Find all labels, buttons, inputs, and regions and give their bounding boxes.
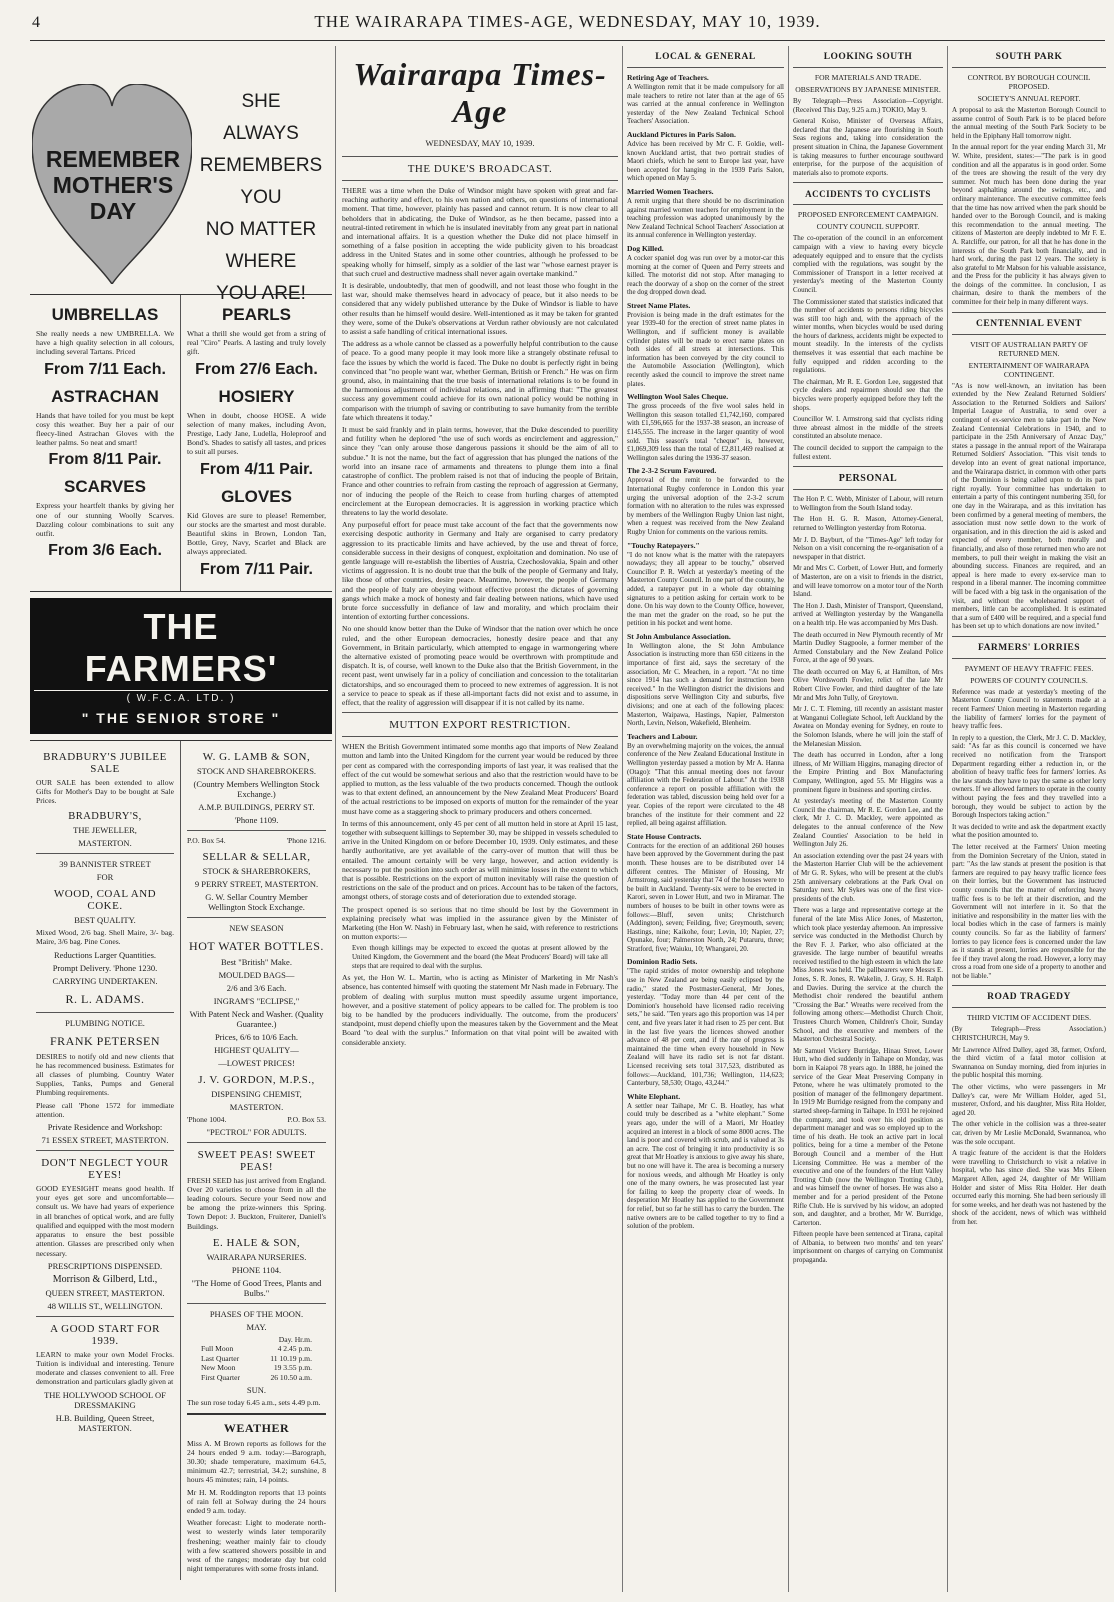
leader2-para: As yet, the Hon W. L. Martin, who is acting as Minister of Marketing in Mr Nash's absence, has contented himself with quoting the statement Mr Nash made in February. The problem of dealing with surplus mutton must speedily assume urgent importance, however, and a positive statement of policy appears to be called for. The problem is too big to be handled by the producers individually. The outcome, from the producers' standpoint, must depend chiefly upon the measures taken by the Government and the Meat Board "to deal with the surplus." Information on that vital point will be awaited with considerable anxiety. — [342, 973, 618, 1047]
moon-row — [187, 1363, 326, 1373]
wood-title: WOOD, COAL AND COKE. — [53, 888, 157, 913]
eyes-name: Morrison & Gilberd, Ltd., — [52, 1273, 158, 1285]
ad-line: WHERE — [225, 251, 297, 272]
local-general-column — [627, 46, 784, 1592]
lamb-phone: 'Phone 1109. — [234, 814, 279, 825]
plumbing-name: FRANK PETERSEN — [49, 1033, 160, 1048]
newspaper-title: Wairarapa Times-Age — [353, 56, 607, 129]
plumbing-notice: PLUMBING NOTICE. — [65, 1017, 145, 1028]
lamb-line1: STOCK AND SHAREBROKERS. — [196, 765, 317, 776]
weather-p2: Mr H. M. Roddington reports that 13 points of rain fell at Solway during the 24 hours ended 9 a.m. today. — [187, 1487, 326, 1515]
bradburys-line1: THE JEWELLER, — [73, 825, 137, 836]
peas-text: FRESH SEED has just arrived from England. Over 20 varieties to choose from in all the leading colours. Secure your Seed now and be among the prize-winners this Spring. Town Depot: J. Buckton, Fruiterer, Daniell's Buildings. — [187, 1175, 326, 1231]
ad-line: ALWAYS — [223, 123, 299, 144]
local-item — [627, 187, 784, 240]
astrachan-title: ASTRACHAN — [51, 386, 159, 406]
wood-items: Mixed Wood, 2/6 bag. Shell Maire, 3/- bag. Maire, 3/6 bag. Pine Cones. — [36, 928, 174, 947]
local-item-title: Dominion Radio Sets. — [627, 957, 698, 967]
cyclists-sub1: PROPOSED ENFORCEMENT CAMPAIGN. — [797, 210, 939, 220]
leader1-head: THE DUKE'S BROADCAST. — [407, 163, 553, 175]
wood-name: R. L. ADAMS. — [65, 991, 145, 1006]
local-item-text: "I do not know what is the matter with the ratepayers nowadays; they all appear to be touchy," observed Councillor P. R. Welch at yesterday's meeting of the Masterton County Council. In one part of the county, he added, a ratepayer put in a whole day obtaining signatures to a petition asking for certain work to be done. On his way down to the County Office, however, the man met the grader on the road, so he put the petition in his pocket and went home. — [627, 550, 784, 628]
gordon-line1: DISPENSING CHEMIST, — [211, 1088, 302, 1099]
local-item-title: Teachers and Labour. — [627, 731, 698, 741]
personal-para: There was a large and representative cortege at the funeral of the late Miss Alice Jones, of Masterton, which took place yesterday afternoon. An impressive service was conducted in the Methodist Church by the Rev F. J. Parker, who also officiated at the graveside. The large number of beautiful wreaths received testified to the high esteem in which the late Miss Jones was held. The pallbearers were Messrs E. Jones, S. R. Jones, R. Wakelin, J. Gray, S. H. Ralph and Davies. During the service at the church the Methodist choir rendered the beautiful anthem "Crossing the Bar." Wreaths were received from the following among others:—Methodist Church Choir, Trustees Church Women, Children's Choir, Sunday School, and the executive and members of the Masterton Orchestral Society. — [793, 906, 943, 1044]
sellar-line1: STOCK & SHAREBROKERS, — [202, 865, 311, 876]
leader1-para: No one should know better than the Duke of Windsor that the nation over which he once ruled, and the other European democracies, honestly desire peace and that any Government, in Britain particularly, which attempted to engage in warmongering where the alternative existed of promoting peace would be overthrown with promptitude and dispatch. It is, of course, well known to the Duke also that the British Government, in the recent past, went unwisely far in a policy of conciliation and concession to the totalitarian dictatorships, and so encouraged them to proceed to new extremes of aggression. It is not a service to peace to speak as if these all-important facts did not exist and to assume, in effect, that the reality of aggression will disappear if it is not called by its name. — [342, 624, 618, 707]
eyes-addr2: 48 WILLIS ST., WELLINGTON. — [47, 1300, 163, 1311]
tragedy-head: ROAD TRAGEDY — [987, 992, 1071, 1003]
personal-para: The Hon H. G. R. Mason, Attorney-General, returned to Wellington yesterday from Rotorua. — [793, 515, 943, 532]
personal-para: An association extending over the past 24 years with the Masterton Harrier Club will be the achievement of Mr G. R. Sykes, who will be present at the club's 25th anniversary celebrations at the Park Oval on Saturday next. Mr Sykes was one of the first vice-presidents of the club. — [793, 851, 943, 903]
umbrellas-title: UMBRELLAS — [51, 305, 159, 324]
umbrellas-price: From 7/11 Each. — [44, 360, 166, 378]
local-item-text: Provision is being made in the draft estimates for the year 1939-40 for the erection of street name plates in Wellington, and if sufficient money is available cylinder plates will be made to erect name plates on both sides of all streets at intersections. This information has been conveyed by the city council to the Automobile Association (Wellington), which recently asked the council to improve the street name plates. — [627, 310, 784, 388]
astrachan-price: From 8/11 Pair. — [48, 451, 162, 469]
moon-month: MAY. — [246, 1321, 267, 1332]
hale-line1: WAIRARAPA NURSERIES. — [206, 1251, 307, 1262]
local-item-title: "Touchy Ratepayers." — [627, 540, 700, 550]
weather-p1: Miss A. M Brown reports as follows for the 24 hours ended 9 a.m. today:—Barograph, 30.30; shade temperature, maximum 64.5, minimum 42.7; terrestrial, 34.2; sunshine, 8 hours 45 minutes; rain, 14 points. — [187, 1438, 326, 1485]
local-item — [627, 541, 784, 628]
gift-ads-right — [181, 295, 332, 591]
weather-p3: Weather forecast: Light to moderate north-west to westerly winds later temporarily freshening; weather mainly fair to cloudy with a few scattered showers possible in and west of the ranges; moderate day but cold night temperatures with some frosts inland. — [187, 1518, 326, 1574]
eyes-title: DON'T NEGLECT YOUR EYES! — [41, 1157, 169, 1182]
local-item — [627, 301, 784, 388]
lorries-head: FARMERS' LORRIES — [977, 642, 1081, 653]
south-head: LOOKING SOUTH — [823, 52, 913, 62]
tragedy-para: A tragic feature of the accident is that the Holders were travelling to Christchurch to visit a relative in hospital, who has since died. She was Mrs Eileen Margaret Allen, aged 24, daughter of Mr William Holder and sister of Miss Rita Holder. Her death occurred early this morning. She had been seriously ill for some weeks, and her death was not hastened by the shock of the accident, news of which was withheld from her. — [952, 1149, 1106, 1226]
lorries-sub1: PAYMENT OF HEAVY TRAFFIC FEES. — [964, 663, 1094, 673]
local-item-text: Advice has been received by Mr C. F. Goldie, well-known Auckland artist, that two portrait studies of Maori chiefs, which he sent to Europe last year, have been accepted for hanging in the 1939 Paris Salon, which opened on May 5. — [627, 139, 784, 183]
bottles-highest: HIGHEST QUALITY— — [214, 1044, 299, 1055]
personal-para: The death occurred on May 6, at Hamilton, of Mrs Olive Wordsworth Fowler, relict of the late Mr Robert Clive Fowler, and third daughter of the late Mr and Mrs John Tully, of Greytown. — [793, 667, 943, 702]
small-ads-left — [30, 741, 181, 1581]
wood-quality: BEST QUALITY. — [74, 915, 136, 926]
editorial-column — [342, 46, 618, 1592]
moon-header-text: Day. Hr.m. — [278, 1334, 312, 1344]
leader1-para: THERE was a time when the Duke of Windsor might have spoken with great and far-reaching authority and effect, to his own nation and others, on questions of international moment. That time, however, plainly has passed and cannot return. It is now clear to all beholders that in abdicating, the Duke of Windsor, as he then became, passed into a neutral-tinted retirement in which he is insulated inevitably from any great part in national and international affairs. It is a question whether the Duke did not place himself in something of a false position in accepting the wide publicity given to his broadcast address in the United States and in some other countries, although he professed to be speaking wholly for himself, simply as a soldier of the last war "whose earnest prayer is that such cruel and destructive madness shall never again overtake mankind." — [342, 186, 618, 278]
weather-title: WEATHER — [223, 1420, 290, 1435]
leader2-head: MUTTON EXPORT RESTRICTION. — [389, 719, 571, 732]
cyclists-para: Councillor W. I. Armstrong said that cyclists riding three abreast almost in the middle of the streets constituted an absolute menace. — [793, 415, 943, 441]
south-park-sub2: SOCIETY'S ANNUAL REPORT. — [977, 94, 1081, 103]
astrachan-text: Hands that have toiled for you must be kept cosy this weather. Buy her a pair of our fleecy-lined Astrachan Gloves with the leather palms. So neat and smart! — [36, 410, 174, 448]
local-item-text: A Wellington remit that it be made compulsory for all male teachers to retire not later than at the age of 65 was carried at the annual conference in Wellington yesterday of the New Zealand Technical School Teachers' Association. — [627, 83, 784, 126]
cyclists-head: ACCIDENTS TO CYCLISTS — [805, 189, 931, 200]
plumbing-text: DESIRES to notify old and new clients that he has recommenced business. Estimates for all classes of plumbing. Country Water Supplies, Tanks, Pumps and General Plumbing requirements. — [36, 1051, 174, 1098]
gloves-title: GLOVES — [221, 486, 292, 506]
moon-phase-name: First Quarter — [201, 1372, 241, 1382]
local-item — [627, 73, 784, 126]
dress-addr: H.B. Building, Queen Street, MASTERTON. — [55, 1412, 155, 1433]
local-item — [627, 466, 784, 536]
south-credit: By Telegraph—Press Association—Copyright. (Received This Day, 9.25 a.m.) TOKIO, May 9. — [793, 97, 943, 114]
farmers-slogan: " THE SENIOR STORE " — [81, 709, 281, 726]
personal-head: PERSONAL — [838, 473, 898, 485]
local-item-text: Approval of the remit to be forwarded to the International Rugby conference in London this year urging the universal adoption of the 2-3-2 scrum formation with no alteration to the rules was expressed by members of the Wellington Rugby Union last night, when a request was received from the New Zealand Rugby Union for comments on the various remits. — [627, 476, 784, 536]
moon-phase-name: Full Moon — [201, 1344, 234, 1354]
ad-line: REMEMBERS — [199, 155, 323, 176]
leader2-para: WHEN the British Government intimated some months ago that imports of New Zealand mutton and lamb into the United Kingdom for the current year would be reduced by three per cent as compared with the corresponding imports of last year, it was realised that the effect of the cut would be somewhat serious and also that the restriction would have to be applied to mutton, as the less valuable of the two products concerned. Though the outlook was to that extent defined, an announcement by the New Zealand Meat Producers' Board of the actual restrictions to be imposed on exports of mutton for the remainder of the year must have come as a staggering shock to primary producers and others concerned. — [342, 742, 618, 816]
local-item-title: Auckland Pictures in Paris Salon. — [627, 129, 736, 139]
page-header: THE WAIRARAPA TIMES-AGE, WEDNESDAY, MAY 10, 1939. — [314, 12, 821, 31]
ad-line: SHE — [241, 91, 281, 112]
leader1-para: It is desirable, undoubtedly, that men of goodwill, and not least those who fought in the last war, should make themselves heard in advocacy of peace, but it also needs to be considered that any widely published utterance by the Duke of Windsor is liable to have other results than he himself would desire. Well-intentioned as it may be taken for granted they were, some of the Duke's observations at Verdun rather obviously are not calculated to assist a safe handling of critical international issues. — [342, 281, 618, 337]
moon-phase-name: New Moon — [201, 1363, 236, 1373]
personal-para: At yesterday's meeting of the Masterton County Council the chairman, Mr R. E. Gordon Lee, and the clerk, Mr J. C. D. Mackley, were appointed as delegates to the annual conference of the New Zealand Counties' Association to be held in Wellington July 26. — [793, 797, 943, 849]
bradburys-line2: MASTERTON. — [78, 838, 132, 849]
south-park-para: In the annual report for the year ending March 31, Mr W. White, president, states:—"The park is in good condition and all the apparatus is in good order. Some of the trees are showing the result of the very dry summer. Not much has been done during the year beyond asphalting around the swings, etc., and ordinary maintenance. The executive committee feels that the time has now arrived when the park should be handed over to the Borough Council, and is making this recommendation to the annual meeting. The citizens of Masterton are deeply indebted to Mr F. E. A. Ratcliffe, our patron, for all that he has done in the interests of the South Park both financially, and in hard work, during the past 12 years. The society is also grateful to Mr Mabson for his valuable assistance, and the Press for the publicity it has always given to the doings of the committee. In conclusion, I as chairman, desire to thank the members of the committee for their help in many different ways. — [952, 143, 1106, 307]
leader1-para: Any purposeful effort for peace must take account of the fact that the governments now exercising despotic authority in Germany and Italy are organised to carry predatory aggression to its practicable limits and have achieved, by the use and threat of force, considerable success in their designs of conquest, exploitation and domination. No use of gentle language will re-establish the liberties of Austria, Czechoslovakia, Spain and other victims of aggression. It is no doubt true that the bulk of the people of Germany and Italy, like those of other countries, desire peace. Meantime, however, the people of Germany and the people of Italy are obeying without effective protest the dictates of governing gangs which make a mock of honesty and fair dealing between nations, which have used brute force successfully in defiance of law and morality, and which proclaim their intention of extorting further concessions. — [342, 520, 618, 622]
lamb-line2: (Country Members Wellington Stock Exchange.) — [193, 778, 320, 799]
scarves-title: SCARVES — [64, 477, 146, 497]
mothers-day-ad — [30, 46, 332, 304]
bradburys-title: BRADBURY'S JUBILEE SALE — [43, 750, 167, 775]
pearls-title: PEARLS — [222, 305, 291, 324]
tragedy-para: The other victims, who were passengers in Mr Dalley's car, were Mr William Holder, aged 51, musterer, Oxford, and his daughter, Miss Rita Holder, aged 20. — [952, 1083, 1106, 1117]
leader1-para: The address as a whole cannot be classed as a powerfully helpful contribution to the cause of peace. To a good many people it may look more like a strangely obstinate refusal to face the issues by which the world is faced. The Duke no doubt is perfectly right in being convinced that "no people want war, whether German, British or French." He was on firm ground, also, in maintaining that the true basis of international relations is to be found in the harmonious adjustment of individual relations, and in affirming that: "The greatest success any government could achieve for its own national policy would be nothing in comparison with the triumph of saving or contributing to save humanity from the terrible fate which threatens it today." — [342, 339, 618, 422]
ad-line: YOU — [240, 187, 282, 208]
bottles-lowest: —LOWEST PRICES! — [218, 1057, 295, 1068]
dress-text: LEARN to make your own Model Frocks. Tuition is individual and interesting. Tenure moderate and classes convenient to all. Free demonstration and particulars gladly given at — [36, 1349, 174, 1387]
local-item — [627, 130, 784, 183]
leader2-para: In terms of this announcement, only 45 per cent of all mutton held in store at April 15 last, together with subsequent killings to September 30, may be shipped in vessels scheduled to arrive in the United Kingdom on or before December 10, 1939. Only estimates, and these hardly authoritative, are yet available of the carry-over of mutton that will thus be entailed. The amount certainly will be very large, however, and action evidently is necessary to put the position into such order as will minimise losses in the extent to which that is possible. Restrictions on the export of mutton inevitably will raise the question of restrictions on the sale of the product and on prices. Account has to be taken of the factors, amongst others, of storage costs and of deterioration due to extended storage. — [342, 818, 618, 902]
wood-delivery: Prompt Delivery. 'Phone 1230. — [52, 962, 158, 973]
plumbing-residence: Private Residence and Workshop: — [47, 1122, 163, 1133]
gordon-line2: MASTERTON. — [229, 1101, 284, 1112]
sun-text: The sun rose today 6.45 a.m., sets 4.49 p.m. — [187, 1398, 321, 1408]
local-item-title: Retiring Age of Teachers. — [627, 73, 709, 82]
lamb-title: W. G. LAMB & SON, — [202, 750, 311, 763]
hale-name: E. HALE & SON, — [212, 1236, 301, 1249]
small-ads — [30, 740, 332, 1581]
pearls-price: From 27/6 Each. — [195, 360, 318, 378]
moon-row — [187, 1354, 326, 1364]
bottles-best: Best "British" Make. — [221, 956, 292, 967]
hosiery-title: HOSIERY — [218, 386, 295, 406]
bottles-season: NEW SEASON — [229, 922, 284, 933]
dress-school: THE HOLLYWOOD SCHOOL OF DRESSMAKING — [44, 1389, 166, 1410]
local-item — [627, 244, 784, 297]
local-item-text: A settler near Taihape, Mr C. B. Hoatley, has what could truly be described as a "white elephant." Some years ago, under the will of a Maori, Mr Hoatley acquired an interest in a block of some 8000 acres. The land is poor and covered with scrub, and is valued at 3s an acre. The cost of bringing it into productivity is so great that Mr Hoatley is anxious to give away his share, but no one will have it. The area is becoming a nursery for noxious weeds, and although Mr Hoatley is only one of the many owners, he was prosecuted last year for failing to keep the property clear of weeds. In desperation Mr Hoatley has applied to the Government for relief, but so far he still has to carry the burden. The native owners are to be called together to try to find a solution of the problem. — [627, 1101, 784, 1231]
editorial-date: WEDNESDAY, MAY 10, 1939. — [425, 138, 535, 148]
local-item — [627, 832, 784, 954]
sellar-title: SELLAR & SELLAR, — [202, 850, 311, 863]
moon-phase-value: 26 10.50 a.m. — [270, 1372, 312, 1382]
ad-line: YOU ARE! — [216, 283, 306, 304]
moon-phase-value: 4 2.45 p.m. — [277, 1344, 312, 1354]
moon-row — [187, 1373, 326, 1383]
tragedy-credit: (By Telegraph—Press Association.) CHRISTCHURCH, May 9. — [952, 1025, 1106, 1043]
bradburys-name: BRADBURY'S, — [68, 811, 142, 823]
cyclists-para: The co-operation of the council in an enforcement campaign with a view to having every bicycle adequately equipped and to ensure that the cyclists complied with the regulations, was sought by the Commissioner of Transport in a letter received at yesterday's meeting of the Masterton County Council. — [793, 234, 943, 294]
sellar-line2: 9 PERRY STREET, MASTERTON. — [194, 878, 319, 889]
moon-title: PHASES OF THE MOON. — [209, 1308, 304, 1319]
cyclists-para: The council decided to support the campaign to the fullest extent. — [793, 444, 943, 461]
south-sub1: FOR MATERIALS AND TRADE. — [814, 73, 922, 82]
eyes-dispensed: PRESCRIPTIONS DISPENSED. — [47, 1260, 163, 1271]
local-item-title: The 2-3-2 Scrum Favoured. — [627, 466, 717, 476]
moon-phase-value: 19 3.55 p.m. — [273, 1363, 312, 1373]
south-park-head: SOUTH PARK — [995, 52, 1063, 62]
leader2-para: The prospect opened is so serious that no time should be lost by the Government in explaining precisely what was implied in the assurance given by the Minister of Marketing (the Hon W. Nash) in February last, when he said, with reference to restrictions on mutton exports:— — [342, 904, 618, 942]
plumbing-addr: 71 ESSEX STREET, MASTERTON. — [41, 1135, 169, 1146]
farmers-sub: ( W.F.C.A. LTD. ) — [126, 692, 236, 704]
centennial-sub2: ENTERTAINMENT OF WAIRARAPA CONTINGENT. — [968, 360, 1090, 379]
lorries-para: The letter received at the Farmers' Union meeting from the Dominion Secretary of the Union, stated in part: "As the law stands at present the position is that farmers are required to pay heavy traffic licence fees on their lorries, but the Government has instructed county councils that the matter of enforcing heavy traffic fees is to be left at their discretion, and the Government will not interfere in it. So that the initiative and responsibility in the matter lies with the local bodies which in the case of farmers is mainly county councils. So far as the liability of farmers' lorries to pay licence fees is concerned under the law as it stands at present, lorries are responsible for the fee if they travel along the road. However, a lorry may cross a road from one side of a property to another and not be liable." — [952, 842, 1106, 980]
cyclists-para: The chairman, Mr R. E. Gordon Lee, suggested that cycle dealers and repairmen should see that the bicycles were properly equipped before they left the shops. — [793, 377, 943, 412]
south-sub2: OBSERVATIONS BY JAPANESE MINISTER. — [795, 85, 941, 94]
centennial-text: "As is now well-known, an invitation has been extended by the New Zealand Returned Soldiers' Association to the Returned Soldiers and Sailors' Imperial League of Australia, to send over a contingent of ex-service men to take part in the New Zealand Centennial Celebrations in 1940, and to participate in the 25th Anniversary of Anzac Day," states a passage in the annual report of the Wairarapa Returned Soldiers' Association. "This visit tends to develop into an event of great national importance, and the Wairarapa district, in common with other parts of the Dominion is being called upon to do its part right royally. Your committee has undertaken to entertain a party of this contingent numbering 350, for one day in the Wairarapa, and as this invitation has been confirmed by a general meeting of members, the association must now settle down to the work of organisation, and in this direction the aid is asked and expected of every member, both morally and financially, and also of those returned men who are not members, to pull their weight in making the visit an abounding success. Finances are required, and an appeal is here made to every ex-service man to respond in a liberal manner. The incoming committee will be faced with a big task in the organisation of the visit, and without the wholehearted support of members, little can be accomplished. It is estimated that a sum of £400 will be required, and a special fund has been set up to which donations are now invited." — [952, 381, 1106, 631]
dress-title: A GOOD START FOR 1939. — [50, 1322, 160, 1347]
gloves-price: From 7/11 Pair. — [200, 560, 313, 578]
bottles-moulded: MOULDED BAGS— — [218, 969, 295, 980]
gift-ads — [30, 295, 332, 592]
hosiery-text: When in doubt, choose HOSE. A wide selection of many makes, including Avon, Prestige, Lady Jane, Ludella, Holeproof and Bond's. Shades to satisfy all tastes, and prices to suit all purses. — [187, 410, 326, 457]
gordon-contact — [187, 1115, 326, 1124]
local-item — [627, 1092, 784, 1231]
local-item-text: In Wellington alone, the St John Ambulance Association is instructing more than 650 citizens in the importance of first aid, says the secretary of the association, Mr C. Meachen, in a report. "At no time since 1914 has such a demand for instruction been received." In the Wellington district the divisions and dispositions serve Wellington City and suburbs, five divisions; and one at each of the following places: Masterton, Waipawa, Hastings, Napier, Palmerston North, Levin, Nelson, Wakefield, Blenheim. — [627, 641, 784, 728]
gordon-po: P.O. Box 53. — [287, 1114, 326, 1124]
local-item — [627, 957, 784, 1087]
scarves-price: From 3/6 Each. — [48, 542, 162, 560]
farmers-name: THE FARMERS' — [34, 606, 328, 691]
local-head: LOCAL & GENERAL — [655, 52, 756, 62]
she-always-text — [198, 86, 324, 310]
local-item-title: Married Women Teachers. — [627, 186, 714, 196]
small-ads-right — [181, 741, 332, 1581]
page-number: 4 — [32, 14, 40, 31]
left-ads-column — [30, 46, 332, 1592]
farmers-logo — [30, 598, 332, 734]
gloves-text: Kid Gloves are sure to please! Remember, our stocks are the smartest and most durable. Beautiful skins in Brown, London Tan, Bottle, Grey, Navy, Scarlet and Black are always appreciated. — [187, 510, 326, 557]
sellar-po: P.O. Box 54. — [187, 835, 226, 845]
bradburys-text: OUR SALE has been extended to allow Gifts for Mother's Day to be bought at Sale Prices. — [36, 777, 174, 806]
personal-para: The death has occurred in London, after a long illness, of Mr William Higgins, managing director of the Empire Printing and Box Manufacturing Company, Wellington, aged 55. Mr Higgins was a prominent figure in business and sporting circles. — [793, 751, 943, 794]
lamb-line3: A.M.P. BUILDINGS, PERRY ST. — [198, 801, 315, 812]
local-item-title: Wellington Wool Sales Cheque. — [627, 392, 729, 402]
local-item — [627, 732, 784, 828]
ad-line: NO MATTER — [205, 219, 317, 240]
moon-phase-name: Last Quarter — [201, 1353, 240, 1363]
local-item-title: St John Ambulance Association. — [627, 631, 731, 641]
centennial-head: CENTENNIAL EVENT — [976, 318, 1082, 329]
tragedy-para: The other vehicle in the collision was a three-seater car, driven by Mr Leslie McDonald, Swannanoa, who was the sole occupant. — [952, 1120, 1106, 1146]
gordon-petrol: "PECTROL" FOR ADULTS. — [206, 1126, 307, 1137]
peas-title: SWEET PEAS! SWEET PEAS! — [197, 1148, 316, 1173]
lorries-para: Reference was made at yesterday's meeting of the Masterton County Council to statements made at a recent Farmers' Union meeting in Masterton regarding the liability of farmers' lorries for the payment of heavy traffic fees. — [952, 687, 1106, 731]
leader1-para: It must be said frankly and in plain terms, however, that the Duke descended to puerility and futility when he deplored "the use of such words as encirclement and aggression," since they "can only arouse those dangerous passions it should be the aim of all to subdue." It is not the name, but the fact of aggression that has plunged the nations of the world into an insane race of armaments and threatens to plunge them into a final catastrophe of conflict. The problem raised is not that of inducing the people of Britain, France and other countries to refrain from casting the reproach of aggression at Germany, nor of inducing the people of the Reich to cease from hurling charges of attempted encirclement at the European democracies. It is aggression in working practice which threatens to lay the world desolate. — [342, 425, 618, 517]
personal-para: The Hon J. Dash, Minister of Transport, Queensland, arrived at Wellington yesterday by the Wanganella on a health trip. He was accompanied by Mrs Dash. — [793, 601, 943, 627]
south-text: General Koiso, Minister of Overseas Affairs, declared that the Japanese are flourishing in South Seas regions and, taking into consideration the present situation in China, the Japanese Government is taking measures to further encourage southward enterprise, for the purpose of the acquisition of materials also to promote exports. — [793, 117, 943, 177]
umbrellas-text: She really needs a new UMBRELLA. We have a high quality selection in all colours, including several Tartans. Priced — [36, 329, 174, 357]
hale-line2: "The Home of Good Trees, Plants and Bulbs." — [191, 1277, 322, 1298]
personal-para: Mr and Mrs C. Corbett, of Lower Hutt, and formerly of Masterton, are on a visit to friends in the district, and will leave tomorrow on a motor tour of the North Island. — [793, 564, 943, 599]
moon-header — [187, 1335, 326, 1345]
centennial-sub1: VISIT OF AUSTRALIAN PARTY OF RETURNED MEN. — [970, 339, 1088, 358]
eyes-addr1: QUEEN STREET, MASTERTON. — [45, 1287, 165, 1298]
local-item-text: A cocker spaniel dog was run over by a motor-car this morning at the corner of Queen and Perry streets and killed. The motorist did not stop. After managing to reach the doorway of a shop on the corner of the street the dog dropped down dead. — [627, 253, 784, 297]
news-column-1 — [793, 46, 943, 1592]
bottles-prices: Prices, 6/6 to 10/6 Each. — [214, 1031, 299, 1042]
hale-phone: PHONE 1104. — [231, 1264, 282, 1275]
cyclists-sub2: COUNTY COUNCIL SUPPORT. — [816, 222, 920, 232]
wood-addr: 39 BANNISTER STREET — [59, 859, 151, 870]
local-item-text: Contracts for the erection of an additional 260 houses have been approved by the Government during the past month. These houses are to be distributed over 14 different centres. The Minister of Housing, Mr Armstrong, said yesterday that 74 of the houses were to be built in Auckland. Twenty-six were to be erected in Karori, seven in Lower Hutt, and two in Miramar. The numbers of houses to be built in other towns were as follows:—Bluff, seven units; Christchurch (Addington), seven; Feilding, five; Greymouth, seven; Hastings, nine; Kaikohe, four; Levin, 10; Napier, 27; Opunake, four; Palmerston North, 24; Putaruru, three; Stratford, five; Waiuku, 10; Whangarei, 20. — [627, 841, 784, 953]
tragedy-para: Mr Lawrence Alfred Dalley, aged 38, farmer, Oxford, the third victim of a fatal motor collision at Swannanoa on Sunday morning, died from injuries in the public hospital this morning. — [952, 1045, 1106, 1080]
personal-para: Mr Samuel Vickery Burridge, Hinau Street, Lower Hutt, who died suddenly in Taihape on Monday, was born in Kaiapoi 78 years ago. In 1888, he joined the service of the Gear Meat Preserving Company in Petone, where he was ultimately promoted to the position of manager of the fellmongery department. In 1919 Mr Burridge resigned from the company and started sheep-farming in Taihape. In 1931 he rejoined the company, and took over his old position as department manager and was so employed up to the time of his death. He took an active part in local politics, being for a time a member of the Petone Borough Council and a member of the Hutt Licensing Committee. He was a member of the executive and one of the founders of the Hutt Valley Trotting Club (now the Wellington Trotting Club), and was himself the owner of horses. He was also a member and for a period president of the Petone Rifle Club. He is survived by his widow, an adopted son, and daughter, and a brother, Mr W. Burridge, Carterton. — [793, 1046, 943, 1227]
local-item-title: Dog Killed. — [627, 243, 664, 253]
plumbing-phone: Please call 'Phone 1572 for immediate attention. — [36, 1100, 174, 1119]
south-park-sub1: CONTROL BY BOROUGH COUNCIL PROPOSED. — [967, 73, 1091, 91]
sellar-line3: G. W. Sellar Country Member Wellington Stock Exchange. — [205, 891, 308, 912]
local-item-title: Street Name Plates. — [627, 300, 691, 310]
sun-title: SUN. — [246, 1385, 267, 1396]
personal-para: Mr J. D. Bayburt, of the "Times-Age" left today for Nelson on a visit concerning the re-organisation of a newspaper in that district. — [793, 535, 943, 561]
gordon-name: J. V. GORDON, M.P.S., — [198, 1073, 315, 1086]
bottles-moulded-price: 2/6 and 3/6 Each. — [226, 982, 287, 993]
personal-para: Mr J. C. T. Fleming, till recently an assistant master at Wanganui Collegiate School, left Auckland by the Awatea on Monday evening for Sydney, en route to the Solomon Islands, where he will join the staff of the Melanesian Mission. — [793, 705, 943, 748]
local-item-text: By an overwhelming majority on the voices, the annual conference of the New Zealand Educational Institute in Wellington yesterday passed a motion by Mr A. Hanna (Otago): "That this annual meeting does not favour affiliation with the Federation of Labour." At the 1938 conference a report on possible affiliation with the federation was tabled, discussion being held over for a year. Copies of the report were circulated to the 48 branches of the institute for their comment and 22 replied, all being against affiliation. — [627, 741, 784, 828]
local-item-text: "The rapid strides of motor ownership and telephone use in New Zealand are being easily eclipsed by the radio," stated the Postmaster-General, Mr Jones, yesterday. "Today more than 44 per cent of the Dominion's household have licensed radio receiving sets," he said. "Ten years ago this proportion was 14 per cent, and five years later it had risen to 25 per cent. But in the last five years the licences showed another advance of 48 per cent, and if the rate of progress is maintained the time when every household in New Zealand will have its radio set is not far distant. Licensed receiving sets total 317,523, distributed as follows:—Auckland, 101,736; Wellington, 114,623; Canterbury, 58,530; Otago, 43,244." — [627, 967, 784, 1088]
heart-text: REMEMBER MOTHER'S DAY — [45, 146, 181, 224]
masthead — [30, 8, 1105, 41]
personal-para: The Hon P. C. Webb, Minister of Labour, will return to Wellington from the South Island today. — [793, 495, 943, 512]
eyes-text: GOOD EYESIGHT means good health. If your eyes get sore and uncomfortable—consult us. We have had years of experience in all branches of optical work, and are fully qualified and equipped with the most modern apparatus to ensure the best possible attention. Glasses are prescribed only when necessary. — [36, 1184, 174, 1258]
local-item-text: A remit urging that there should be no discrimination against married women teachers for employment in the teaching profession was adopted unanimously by the New Zealand Technical School Teachers' Association at its annual conference in Wellington yesterday. — [627, 196, 784, 240]
bottles-ingram: INGRAM'S "ECLIPSE," — [213, 995, 300, 1006]
wood-for: FOR — [96, 872, 114, 883]
sellar-contact — [187, 836, 326, 845]
local-item-title: White Elephant. — [627, 1091, 681, 1101]
south-park-para: A proposal to ask the Masterton Borough Council to assume control of South Park is to be placed before the annual meeting of the South Park Society to be held in the Epiphany Hall tomorrow night. — [952, 106, 1106, 140]
cyclists-para: The Commissioner stated that statistics indicated that the number of accidents to persons riding bicycles was still too high and, with the approach of the winter months, when bicycles would be used during the hours of darkness, accidents might be expected to mount steadily. In the interests of the cyclists themselves it was essential that each machine be fully equipped and ridden according to the regulations. — [793, 297, 943, 375]
bottles-ingram-line: With Patent Neck and Washer. (Quality Guarantee.) — [189, 1008, 324, 1029]
sellar-phone: 'Phone 1216. — [286, 835, 326, 845]
lorries-sub2: POWERS OF COUNTY COUNCILS. — [970, 675, 1088, 685]
gordon-phone: 'Phone 1004. — [187, 1114, 227, 1124]
moon-row — [187, 1344, 326, 1354]
gift-ads-left — [30, 295, 181, 591]
local-item — [627, 392, 784, 462]
lorries-para: In reply to a question, the Clerk, Mr J. C. D. Mackley, said: "As far as this council is concerned we have received no notification from the Transport Department regarding either a reduction in, or the abolition of heavy traffic fees for farmers' lorries. As the law stands they have to pay the same as other lorry owners. If we allowed farmers to operate in the county without paying the fees and they travelled into a borough, they would be subject to action by the Borough Inspectors taking action." — [952, 733, 1106, 820]
scarves-text: Express your heartfelt thanks by giving her one of our stunning Woolly Scarves. Dazzling colour combinations to suit any outfit. — [36, 501, 174, 539]
leader2-quote: Even though killings may be expected to exceed the quotas at present allowed by the United Kingdom, the Government and the board (the Meat Producers' Board) will take all steps that are required to deal with the surplus. — [352, 944, 608, 970]
wood-carrying: CARRYING UNDERTAKEN. — [52, 975, 158, 986]
pearls-text: What a thrill she would get from a string of real "Ciro" Pearls. A lasting and truly lovely gift. — [187, 329, 326, 357]
bottles-title: HOT WATER BOTTLES. — [189, 938, 324, 953]
local-item-title: State House Contracts. — [627, 831, 702, 841]
personal-para: The death occurred in New Plymouth recently of Mr Martin Dudley Stagpoole, a former member of the Armed Constabulary and the New Zealand Police Force, at the age of 90 years. — [793, 630, 943, 665]
personal-para: Fifteen people have been sentenced at Tirana, capital of Albania, to between two months' and ten years' imprisonment on charges of carrying on Communist propaganda. — [793, 1230, 943, 1265]
wood-reductions: Reductions Larger Quantities. — [53, 949, 157, 960]
local-item-text: The gross proceeds of the five wool sales held in Wellington this season totalled £1,742,160, compared with £1,596,665 for the 1937-38 season, an increase of £145,555. The increase in the larger quantity of wool sold. This season's total "cheque" is, however, £1,069,309 less than the total of £2,811,469 realised at Wellington sales during the 1936-37 season. — [627, 402, 784, 462]
hosiery-price: From 4/11 Pair. — [200, 460, 313, 478]
local-item — [627, 632, 784, 728]
lorries-para: It was decided to write and ask the department exactly what the position amounted to. — [952, 822, 1106, 840]
news-column-2 — [952, 46, 1106, 1592]
tragedy-sub1: THIRD VICTIM OF ACCIDENT DIES. — [967, 1013, 1091, 1023]
moon-phase-value: 11 10.19 p.m. — [270, 1353, 312, 1363]
